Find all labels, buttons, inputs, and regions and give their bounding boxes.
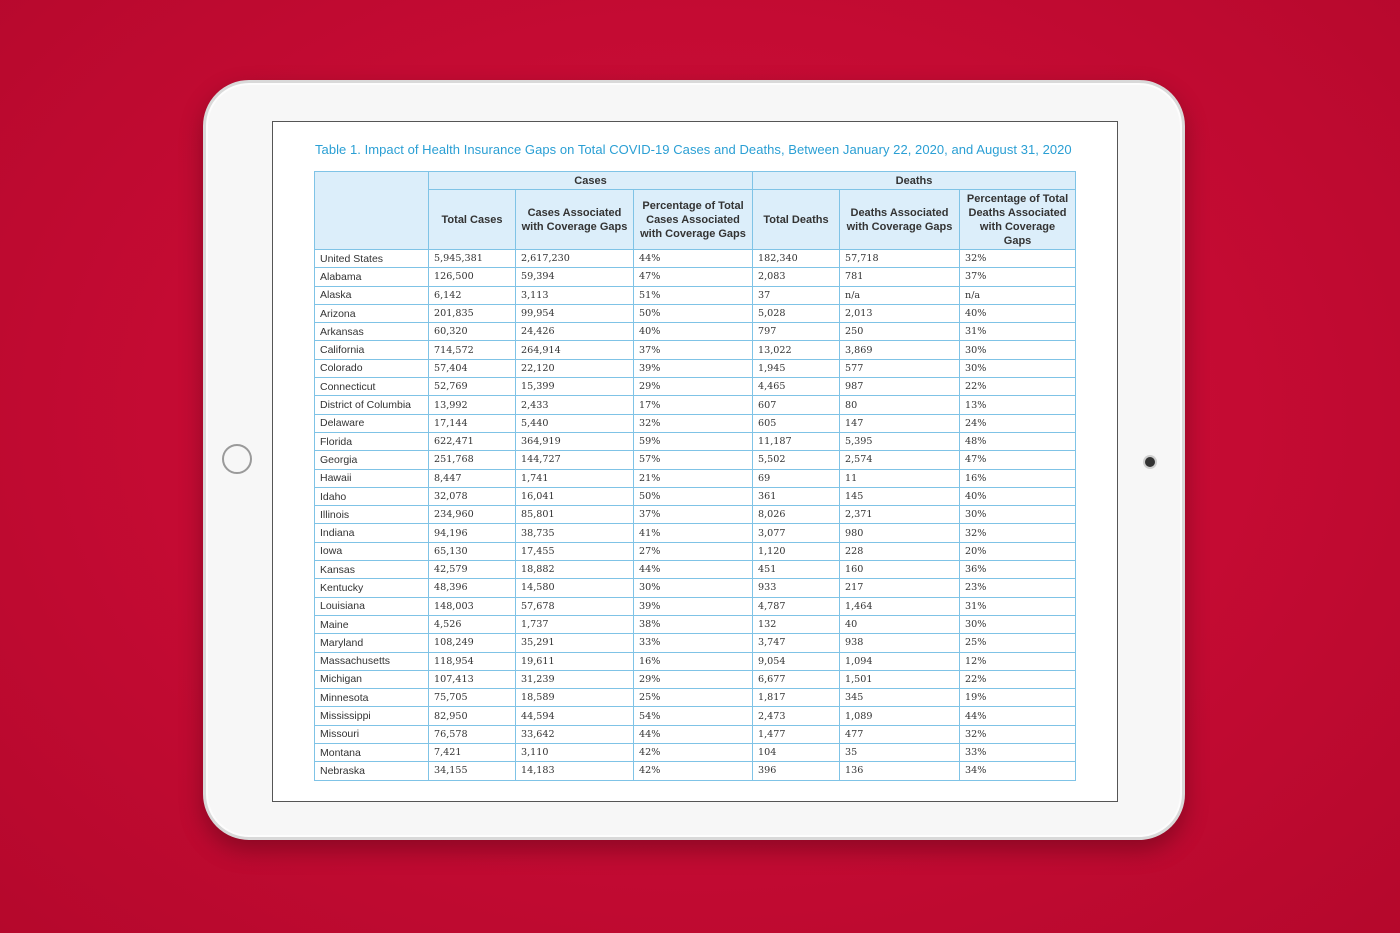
deaths-pct-cell: 30%	[960, 341, 1076, 359]
table-row	[315, 396, 1076, 414]
cases-pct-cell: 39%	[634, 359, 753, 377]
table-title: Table 1. Impact of Health Insurance Gaps on Total COVID-19 Cases and Deaths, Between January 22, 2020, and August 31, 2020	[315, 142, 1072, 157]
cases-gaps-cell: 1,737	[516, 615, 634, 633]
table-row	[315, 341, 1076, 359]
cases-pct-cell: 50%	[634, 487, 753, 505]
table-row	[315, 524, 1076, 542]
total-cases-cell: 65,130	[429, 542, 516, 560]
cases-gaps-cell: 16,041	[516, 487, 634, 505]
state-cell: Maine	[315, 615, 429, 633]
state-cell: Missouri	[315, 725, 429, 743]
cases-gaps-cell: 18,589	[516, 689, 634, 707]
cases-pct-cell: 37%	[634, 341, 753, 359]
header-blank-cell	[315, 172, 429, 250]
table-row	[315, 707, 1076, 725]
deaths-gaps-cell: 57,718	[840, 250, 960, 268]
state-cell: Indiana	[315, 524, 429, 542]
deaths-gaps-cell: 3,869	[840, 341, 960, 359]
cases-gaps-cell: 35,291	[516, 634, 634, 652]
deaths-pct-cell: 12%	[960, 652, 1076, 670]
total-deaths-cell: 37	[753, 286, 840, 304]
table-row	[315, 652, 1076, 670]
deaths-gaps-cell: 160	[840, 561, 960, 579]
table-row	[315, 286, 1076, 304]
total-deaths-cell: 361	[753, 487, 840, 505]
column-header-row	[315, 190, 1076, 250]
deaths-gaps-cell: 40	[840, 615, 960, 633]
table-row	[315, 250, 1076, 268]
state-cell: Massachusetts	[315, 652, 429, 670]
deaths-gaps-cell: 11	[840, 469, 960, 487]
cases-pct-cell: 47%	[634, 268, 753, 286]
deaths-gaps-cell: 1,464	[840, 597, 960, 615]
cases-gaps-cell: 17,455	[516, 542, 634, 560]
total-deaths-cell: 132	[753, 615, 840, 633]
col-header-total-deaths: Total Deaths	[753, 190, 840, 250]
cases-pct-cell: 16%	[634, 652, 753, 670]
deaths-pct-cell: 20%	[960, 542, 1076, 560]
cases-gaps-cell: 22,120	[516, 359, 634, 377]
cases-gaps-cell: 38,735	[516, 524, 634, 542]
group-header-cases: Cases	[429, 172, 753, 190]
total-cases-cell: 5,945,381	[429, 250, 516, 268]
total-cases-cell: 48,396	[429, 579, 516, 597]
cases-gaps-cell: 18,882	[516, 561, 634, 579]
deaths-gaps-cell: 577	[840, 359, 960, 377]
state-cell: District of Columbia	[315, 396, 429, 414]
total-cases-cell: 34,155	[429, 762, 516, 780]
total-deaths-cell: 4,465	[753, 378, 840, 396]
deaths-pct-cell: 22%	[960, 670, 1076, 688]
deaths-gaps-cell: 147	[840, 414, 960, 432]
state-cell: Connecticut	[315, 378, 429, 396]
table-row	[315, 634, 1076, 652]
total-cases-cell: 13,992	[429, 396, 516, 414]
total-deaths-cell: 5,028	[753, 304, 840, 322]
cases-pct-cell: 44%	[634, 725, 753, 743]
total-cases-cell: 75,705	[429, 689, 516, 707]
cases-pct-cell: 29%	[634, 670, 753, 688]
state-cell: Michigan	[315, 670, 429, 688]
deaths-pct-cell: 32%	[960, 725, 1076, 743]
deaths-gaps-cell: 2,574	[840, 451, 960, 469]
cases-gaps-cell: 44,594	[516, 707, 634, 725]
table-row	[315, 597, 1076, 615]
total-deaths-cell: 797	[753, 323, 840, 341]
total-cases-cell: 7,421	[429, 744, 516, 762]
col-header-total-cases: Total Cases	[429, 190, 516, 250]
deaths-gaps-cell: 781	[840, 268, 960, 286]
deaths-gaps-cell: 477	[840, 725, 960, 743]
total-cases-cell: 17,144	[429, 414, 516, 432]
table-body	[315, 250, 1076, 781]
state-cell: Louisiana	[315, 597, 429, 615]
deaths-pct-cell: 36%	[960, 561, 1076, 579]
deaths-pct-cell: 22%	[960, 378, 1076, 396]
state-cell: Delaware	[315, 414, 429, 432]
deaths-pct-cell: 30%	[960, 615, 1076, 633]
col-header-deaths-gaps: Deaths Associated with Coverage Gaps	[840, 190, 960, 250]
table-row	[315, 506, 1076, 524]
cases-pct-cell: 32%	[634, 414, 753, 432]
deaths-gaps-cell: 5,395	[840, 432, 960, 450]
cases-pct-cell: 38%	[634, 615, 753, 633]
total-deaths-cell: 3,077	[753, 524, 840, 542]
cases-gaps-cell: 1,741	[516, 469, 634, 487]
cases-gaps-cell: 59,394	[516, 268, 634, 286]
state-cell: Iowa	[315, 542, 429, 560]
total-deaths-cell: 8,026	[753, 506, 840, 524]
cases-pct-cell: 30%	[634, 579, 753, 597]
deaths-gaps-cell: n/a	[840, 286, 960, 304]
state-cell: Illinois	[315, 506, 429, 524]
total-cases-cell: 107,413	[429, 670, 516, 688]
cases-gaps-cell: 19,611	[516, 652, 634, 670]
total-cases-cell: 76,578	[429, 725, 516, 743]
total-deaths-cell: 1,945	[753, 359, 840, 377]
cases-gaps-cell: 31,239	[516, 670, 634, 688]
deaths-pct-cell: 23%	[960, 579, 1076, 597]
total-cases-cell: 52,769	[429, 378, 516, 396]
cases-pct-cell: 42%	[634, 762, 753, 780]
total-cases-cell: 94,196	[429, 524, 516, 542]
table-row	[315, 414, 1076, 432]
cases-pct-cell: 59%	[634, 432, 753, 450]
table-row	[315, 615, 1076, 633]
cases-pct-cell: 33%	[634, 634, 753, 652]
total-cases-cell: 8,447	[429, 469, 516, 487]
total-deaths-cell: 1,477	[753, 725, 840, 743]
deaths-gaps-cell: 228	[840, 542, 960, 560]
cases-pct-cell: 27%	[634, 542, 753, 560]
deaths-pct-cell: 33%	[960, 744, 1076, 762]
cases-gaps-cell: 3,110	[516, 744, 634, 762]
total-deaths-cell: 6,677	[753, 670, 840, 688]
cases-pct-cell: 21%	[634, 469, 753, 487]
table-row	[315, 469, 1076, 487]
deaths-pct-cell: 40%	[960, 304, 1076, 322]
deaths-pct-cell: 31%	[960, 323, 1076, 341]
total-deaths-cell: 13,022	[753, 341, 840, 359]
table-row	[315, 542, 1076, 560]
total-cases-cell: 148,003	[429, 597, 516, 615]
deaths-gaps-cell: 1,094	[840, 652, 960, 670]
col-header-cases-gaps: Cases Associated with Coverage Gaps	[516, 190, 634, 250]
total-cases-cell: 82,950	[429, 707, 516, 725]
total-deaths-cell: 4,787	[753, 597, 840, 615]
cases-gaps-cell: 264,914	[516, 341, 634, 359]
state-cell: Minnesota	[315, 689, 429, 707]
deaths-gaps-cell: 987	[840, 378, 960, 396]
table-row	[315, 670, 1076, 688]
table-row	[315, 689, 1076, 707]
cases-pct-cell: 39%	[634, 597, 753, 615]
cases-gaps-cell: 2,617,230	[516, 250, 634, 268]
table-row	[315, 323, 1076, 341]
state-cell: California	[315, 341, 429, 359]
state-cell: Colorado	[315, 359, 429, 377]
deaths-pct-cell: 25%	[960, 634, 1076, 652]
total-cases-cell: 251,768	[429, 451, 516, 469]
deaths-gaps-cell: 345	[840, 689, 960, 707]
document-screen	[272, 121, 1118, 802]
col-header-deaths-pct: Percentage of Total Deaths Associated with Coverage Gaps	[960, 190, 1076, 250]
cases-pct-cell: 37%	[634, 506, 753, 524]
table-row	[315, 304, 1076, 322]
cases-pct-cell: 54%	[634, 707, 753, 725]
deaths-pct-cell: 30%	[960, 359, 1076, 377]
deaths-gaps-cell: 2,371	[840, 506, 960, 524]
total-deaths-cell: 9,054	[753, 652, 840, 670]
deaths-pct-cell: 48%	[960, 432, 1076, 450]
deaths-pct-cell: n/a	[960, 286, 1076, 304]
deaths-gaps-cell: 80	[840, 396, 960, 414]
total-cases-cell: 57,404	[429, 359, 516, 377]
cases-gaps-cell: 14,580	[516, 579, 634, 597]
total-cases-cell: 126,500	[429, 268, 516, 286]
state-cell: Maryland	[315, 634, 429, 652]
total-deaths-cell: 5,502	[753, 451, 840, 469]
total-deaths-cell: 2,473	[753, 707, 840, 725]
total-cases-cell: 622,471	[429, 432, 516, 450]
tablet-device	[203, 80, 1185, 840]
cases-gaps-cell: 15,399	[516, 378, 634, 396]
total-deaths-cell: 11,187	[753, 432, 840, 450]
table-row	[315, 451, 1076, 469]
deaths-gaps-cell: 145	[840, 487, 960, 505]
cases-pct-cell: 25%	[634, 689, 753, 707]
cases-gaps-cell: 14,183	[516, 762, 634, 780]
state-cell: Arkansas	[315, 323, 429, 341]
camera-icon	[1145, 457, 1155, 467]
total-cases-cell: 714,572	[429, 341, 516, 359]
total-deaths-cell: 2,083	[753, 268, 840, 286]
cases-gaps-cell: 144,727	[516, 451, 634, 469]
total-deaths-cell: 933	[753, 579, 840, 597]
total-cases-cell: 4,526	[429, 615, 516, 633]
total-deaths-cell: 605	[753, 414, 840, 432]
table-row	[315, 561, 1076, 579]
deaths-pct-cell: 30%	[960, 506, 1076, 524]
cases-gaps-cell: 5,440	[516, 414, 634, 432]
deaths-gaps-cell: 217	[840, 579, 960, 597]
total-deaths-cell: 607	[753, 396, 840, 414]
deaths-gaps-cell: 250	[840, 323, 960, 341]
total-deaths-cell: 3,747	[753, 634, 840, 652]
deaths-gaps-cell: 938	[840, 634, 960, 652]
group-header-row	[315, 172, 1076, 190]
state-cell: Kentucky	[315, 579, 429, 597]
state-cell: Montana	[315, 744, 429, 762]
deaths-pct-cell: 16%	[960, 469, 1076, 487]
deaths-gaps-cell: 1,501	[840, 670, 960, 688]
group-header-deaths: Deaths	[753, 172, 1076, 190]
table-row	[315, 432, 1076, 450]
deaths-pct-cell: 34%	[960, 762, 1076, 780]
table-row	[315, 725, 1076, 743]
col-header-cases-pct: Percentage of Total Cases Associated with Coverage Gaps	[634, 190, 753, 250]
state-cell: Mississippi	[315, 707, 429, 725]
state-cell: Hawaii	[315, 469, 429, 487]
total-cases-cell: 118,954	[429, 652, 516, 670]
covid-coverage-table	[314, 171, 1076, 781]
state-cell: Kansas	[315, 561, 429, 579]
state-cell: Florida	[315, 432, 429, 450]
total-cases-cell: 201,835	[429, 304, 516, 322]
deaths-pct-cell: 47%	[960, 451, 1076, 469]
cases-gaps-cell: 33,642	[516, 725, 634, 743]
state-cell: Arizona	[315, 304, 429, 322]
table-row	[315, 744, 1076, 762]
deaths-pct-cell: 19%	[960, 689, 1076, 707]
cases-gaps-cell: 85,801	[516, 506, 634, 524]
total-cases-cell: 32,078	[429, 487, 516, 505]
table-row	[315, 762, 1076, 780]
deaths-pct-cell: 24%	[960, 414, 1076, 432]
cases-pct-cell: 41%	[634, 524, 753, 542]
cases-pct-cell: 50%	[634, 304, 753, 322]
table-row	[315, 487, 1076, 505]
table-row	[315, 579, 1076, 597]
cases-pct-cell: 42%	[634, 744, 753, 762]
state-cell: Georgia	[315, 451, 429, 469]
deaths-pct-cell: 32%	[960, 250, 1076, 268]
deaths-gaps-cell: 980	[840, 524, 960, 542]
total-deaths-cell: 396	[753, 762, 840, 780]
deaths-pct-cell: 40%	[960, 487, 1076, 505]
state-cell: Alabama	[315, 268, 429, 286]
total-deaths-cell: 69	[753, 469, 840, 487]
cases-pct-cell: 44%	[634, 561, 753, 579]
cases-pct-cell: 51%	[634, 286, 753, 304]
cases-pct-cell: 17%	[634, 396, 753, 414]
deaths-gaps-cell: 2,013	[840, 304, 960, 322]
deaths-pct-cell: 44%	[960, 707, 1076, 725]
total-cases-cell: 6,142	[429, 286, 516, 304]
state-cell: United States	[315, 250, 429, 268]
state-cell: Nebraska	[315, 762, 429, 780]
deaths-pct-cell: 13%	[960, 396, 1076, 414]
deaths-gaps-cell: 136	[840, 762, 960, 780]
state-cell: Idaho	[315, 487, 429, 505]
cases-gaps-cell: 364,919	[516, 432, 634, 450]
total-deaths-cell: 182,340	[753, 250, 840, 268]
table-row	[315, 268, 1076, 286]
home-button[interactable]	[222, 444, 252, 474]
cases-pct-cell: 44%	[634, 250, 753, 268]
table-row	[315, 378, 1076, 396]
cases-pct-cell: 57%	[634, 451, 753, 469]
total-cases-cell: 108,249	[429, 634, 516, 652]
deaths-pct-cell: 31%	[960, 597, 1076, 615]
deaths-gaps-cell: 35	[840, 744, 960, 762]
total-deaths-cell: 451	[753, 561, 840, 579]
total-cases-cell: 42,579	[429, 561, 516, 579]
cases-pct-cell: 29%	[634, 378, 753, 396]
cases-gaps-cell: 3,113	[516, 286, 634, 304]
deaths-gaps-cell: 1,089	[840, 707, 960, 725]
cases-gaps-cell: 24,426	[516, 323, 634, 341]
table-row	[315, 359, 1076, 377]
cases-gaps-cell: 57,678	[516, 597, 634, 615]
cases-gaps-cell: 99,954	[516, 304, 634, 322]
total-cases-cell: 60,320	[429, 323, 516, 341]
total-deaths-cell: 1,120	[753, 542, 840, 560]
total-deaths-cell: 104	[753, 744, 840, 762]
deaths-pct-cell: 37%	[960, 268, 1076, 286]
deaths-pct-cell: 32%	[960, 524, 1076, 542]
cases-gaps-cell: 2,433	[516, 396, 634, 414]
state-cell: Alaska	[315, 286, 429, 304]
total-cases-cell: 234,960	[429, 506, 516, 524]
cases-pct-cell: 40%	[634, 323, 753, 341]
total-deaths-cell: 1,817	[753, 689, 840, 707]
